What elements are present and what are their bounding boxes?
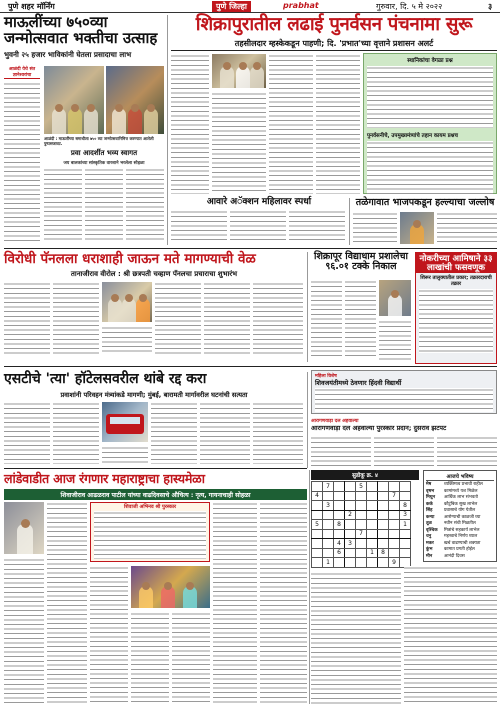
sudoku-cell (312, 501, 323, 511)
sudoku-cell (378, 539, 389, 549)
article-9-body-col3 (102, 446, 148, 464)
sudoku-cell (334, 558, 345, 568)
article-7-body-col2 (345, 280, 376, 360)
promo-list-item (426, 554, 494, 561)
sudoku-cell (345, 558, 356, 568)
sudoku-cell (345, 520, 356, 530)
sudoku-cell (334, 529, 345, 539)
sudoku-cell: 5 (312, 520, 323, 530)
promo-item-text: नवीन संधी मिळतील (444, 521, 476, 526)
sudoku-cell (356, 539, 367, 549)
article-6-body-col6 (253, 282, 303, 354)
article-6-body-col3 (102, 326, 152, 354)
article-4-body-col1 (171, 210, 227, 244)
article-11-headline: आरागणवाड़ा दल अहवाल्या पुरस्कार प्रदान; दुसराव झटपट (311, 424, 447, 432)
article-7-photo (379, 280, 411, 316)
sudoku-cell (367, 539, 378, 549)
article-10-body (315, 388, 493, 412)
article-12-photo-portrait (4, 502, 44, 554)
article-2-headline: शिक्रापुरातील लढाई पुनर्वसन पंचनामा सुरू (195, 14, 473, 35)
article-6-headline: विरोधी पॅनलला धराशाही जाऊन मते मागण्याची वेळ (4, 251, 256, 267)
sudoku-cell (312, 558, 323, 568)
article-1-photo-left (44, 66, 104, 134)
sudoku-row (312, 539, 411, 549)
section-rule (4, 248, 497, 249)
article-1-photo-caption: आळंदी : माऊलींच्या समाधीला ७५० व्या जन्मोत्सवानिमित्त करण्यात आलेली पुष्पसजावट. (44, 136, 154, 146)
article-4-body-col2 (230, 210, 286, 244)
sudoku-cell (323, 520, 334, 530)
promo-item-text: कामांमध्ये यश मिळेल (444, 488, 478, 494)
article-6-subhead: तानाजीराव वीरोल : श्री छत्रपती चव्हाण पॅनलचा प्रचाराचा शुभारंभ (70, 270, 238, 278)
article-2-body-col1 (171, 54, 209, 194)
promo-item-text: कामात प्रगती होईल (444, 547, 475, 552)
article-12-box-body (94, 511, 206, 559)
sudoku-cell (389, 520, 400, 530)
promo-item-label: मेष (426, 482, 432, 487)
article-3-body-col2 (85, 168, 123, 242)
promo-item-label: कुंभ (426, 547, 433, 552)
sudoku-cell: 4 (334, 539, 345, 549)
sudoku-cell (367, 558, 378, 568)
sudoku-cell (345, 501, 356, 511)
article-1-sidebar-label: आळंदी येथे संत ज्ञानेश्वरांचा (4, 66, 40, 79)
article-2-rule (171, 50, 497, 51)
sudoku-cell (367, 501, 378, 511)
sudoku-cell (367, 529, 378, 539)
sudoku-cell (400, 539, 411, 549)
article-2-body-col4 (316, 54, 360, 194)
sudoku-cell (323, 539, 334, 549)
promo-item-label: मकर (426, 540, 434, 546)
promo-item-text: आर्थिक लाभ संभवतो (444, 495, 478, 500)
article-2-body-col2 (212, 92, 266, 194)
sudoku-row (312, 510, 411, 520)
article-6-body-col4 (155, 282, 201, 354)
issue-date: गुरुवार, दि. ५ मे २०२२ (376, 2, 443, 11)
sudoku-cell (334, 510, 345, 520)
sudoku-cell (323, 529, 334, 539)
sudoku-cell (378, 558, 389, 568)
sudoku-cell (356, 548, 367, 558)
promo-item-text: व्यक्तिमत्व प्रभावी राहील (444, 482, 483, 487)
article-6-photo (102, 282, 152, 322)
sudoku-row (312, 548, 411, 558)
article-2-box-body2 (367, 141, 493, 197)
article-9-body-col6 (253, 402, 303, 464)
article-1-subhead: भुवनी २५ हजार भाविकांनी घेतला प्रसादाचा लाभ (4, 50, 132, 59)
promo-item-label: तूळ (426, 521, 432, 526)
article-8-headline: नोकरीच्या आमिषाने ३३ लाखांची फसवणूक (416, 253, 496, 273)
promo-item-text: प्रवासाचे योग येतील (444, 508, 476, 513)
sudoku-cell: 2 (345, 510, 356, 520)
sudoku-cell (356, 558, 367, 568)
promo-item-label: कन्या (426, 514, 435, 520)
sudoku-cell (356, 491, 367, 501)
city-tag: पुणे जिल्हा (212, 1, 251, 12)
sudoku-cell (389, 548, 400, 558)
article-8-subhead: शिरूर तालुक्यातील प्रकार; तक्रारदाराची तक्रार (420, 275, 492, 288)
article-1-body-col1 (4, 82, 40, 242)
article-3-body-col3 (126, 168, 164, 242)
promo-item-label: मीन (426, 553, 433, 559)
sudoku-row (312, 501, 411, 511)
sudoku-row (312, 520, 411, 530)
article-9-body-col2 (53, 402, 99, 464)
article-8-box (415, 252, 497, 364)
sudoku-cell (312, 482, 323, 492)
sudoku-cell (312, 529, 323, 539)
sudoku-cell (389, 482, 400, 492)
bottom-right-body-col1 (311, 572, 401, 704)
promo-item-text: मित्रांचे सहकार्य लाभेल (444, 527, 480, 533)
sudoku-row (312, 558, 411, 568)
sudoku-cell (334, 482, 345, 492)
article-1-headline: माऊलींच्या ७५०व्या जन्मोत्सवात भक्तीचा उत्साह (4, 13, 158, 47)
article-1-photo-right (106, 66, 164, 134)
sudoku-cell (312, 510, 323, 520)
sudoku-row (312, 482, 411, 492)
article-2-box-subtitle: पुनर्वसनीचे, उपमुख्यमंत्र्यांचे तहान कायम प्रश्नच (367, 133, 458, 139)
sudoku-cell (378, 501, 389, 511)
article-9-headline: एसटीचे 'त्या' हॉटेलसवरील थांबे रद्द करा (4, 371, 207, 387)
article-5-headline: तळेगावात भाजपकडून हल्ल्याचा जल्लोष (355, 197, 495, 208)
sudoku-cell (345, 482, 356, 492)
sudoku-cell (345, 529, 356, 539)
sudoku-cell: 5 (356, 482, 367, 492)
sudoku-cell (378, 510, 389, 520)
article-12-body-col6 (213, 502, 257, 704)
article-6-body-col1 (4, 282, 50, 354)
column-divider (307, 372, 308, 468)
sudoku-cell: 8 (334, 520, 345, 530)
sudoku-cell (389, 501, 400, 511)
sudoku-cell (378, 482, 389, 492)
column-divider (349, 198, 350, 245)
sudoku-cell: 8 (378, 548, 389, 558)
page-number: ३ (488, 2, 493, 11)
promo-item-label: धनु (426, 534, 432, 539)
article-4-headline: आवारे अॅक्शन महिलावर स्पर्धा (206, 197, 312, 207)
sudoku-cell (323, 510, 334, 520)
sudoku-cell (312, 548, 323, 558)
section-label: पुणे शहर मॉर्निंग (8, 2, 55, 11)
promo-item-label: सिंह (426, 508, 433, 513)
promo-list-items (426, 482, 494, 560)
article-7-headline: शिक्रापूर विद्याधाम प्रशालेचा ९६.०१ टक्के निकाल (313, 251, 408, 272)
article-6-body-col2 (53, 282, 99, 354)
article-5-body-col2 (437, 212, 497, 244)
article-11-body-col1 (311, 436, 371, 466)
sudoku-grid (311, 481, 411, 568)
promo-item-text: खर्च वाढण्याची शक्यता (444, 540, 481, 546)
sudoku-cell: 7 (389, 491, 400, 501)
sudoku-cell: 1 (323, 558, 334, 568)
article-12-photo-stage (131, 566, 210, 608)
article-4-body-col3 (289, 210, 345, 244)
article-12-body-col7 (260, 502, 307, 704)
article-12-box-title: शिवाजी अभिनव श्री पुरस्कार (123, 504, 177, 510)
article-12-body-col5 (172, 612, 210, 704)
article-12-body-col4 (131, 612, 169, 704)
article-12-body-col2 (47, 502, 87, 704)
sudoku-cell: 9 (389, 558, 400, 568)
sudoku-cell: 3 (345, 539, 356, 549)
column-divider (307, 252, 308, 362)
sudoku-title: सुडोकू क्र. ४ (311, 470, 419, 480)
section-rule (4, 468, 307, 469)
section-rule (4, 366, 497, 367)
promo-list-title: आजचे भविष्य (426, 472, 494, 481)
sudoku-cell (334, 501, 345, 511)
sudoku-cell (356, 510, 367, 520)
article-10-kicker: महिला विशेष (315, 374, 337, 379)
sudoku-cell (323, 548, 334, 558)
sudoku-cell (345, 548, 356, 558)
sudoku-cell (400, 491, 411, 501)
column-divider (309, 470, 310, 704)
page-header (0, 0, 500, 13)
article-12-subhead: शिवाजीराव आढळराव पाटील यांच्या वाढदिवसाचे औचित्य : नृत्य, गायनाचाही सोहळा (4, 489, 307, 500)
article-12-headline: लांडेवाडीत आज रंगणार महाराष्ट्राचा हास्यमेळा (4, 471, 205, 486)
sudoku-block (311, 470, 419, 568)
sudoku-cell (389, 510, 400, 520)
column-divider (167, 15, 168, 245)
sudoku-cell (367, 510, 378, 520)
article-11-body-col3 (437, 436, 497, 466)
article-7-body-col3 (379, 320, 411, 360)
article-6-body-col5 (204, 282, 250, 354)
sudoku-cell (400, 529, 411, 539)
promo-item-label: वृश्चिक (426, 527, 438, 533)
article-8-body (419, 289, 493, 353)
sudoku-cell: 4 (312, 491, 323, 501)
sudoku-cell (367, 491, 378, 501)
brand-logo: prabhat (283, 1, 319, 10)
sudoku-row (312, 529, 411, 539)
sudoku-cell (367, 482, 378, 492)
article-9-subhead: प्रवाशांनी परिवहन मंत्र्यांकडे मागणी; मुंबई, बारामती मार्गावरील घटनांची सत्यता (60, 391, 248, 399)
promo-item-label: वृषभ (426, 488, 435, 494)
article-9-body-col5 (200, 402, 250, 464)
sudoku-cell (345, 491, 356, 501)
sudoku-cell: 7 (356, 529, 367, 539)
article-2-subhead: तहसीलदार म्हस्केकडून पाहणी; दि. 'प्रभात'च्या वृत्ताने प्रशासन अलर्ट (234, 39, 434, 48)
promo-item-text: आरोग्याची काळजी घ्या (444, 514, 481, 520)
article-11-kicker: आरागणवाड़ा दल अहवाल्या (311, 419, 359, 424)
promo-item-text: कौटुंबिक सुख लाभेल (444, 501, 478, 507)
promo-item-label: मिथुन (426, 495, 436, 500)
sudoku-cell (389, 529, 400, 539)
sudoku-cell (400, 548, 411, 558)
sudoku-cell (334, 491, 345, 501)
article-2-box-body1 (367, 66, 493, 128)
sudoku-cell (389, 539, 400, 549)
article-12-award-box (90, 502, 210, 562)
article-2-photo (212, 54, 266, 88)
sudoku-cell (378, 491, 389, 501)
article-10-headline: शिवजयंतीमध्ये ठेवणार हिंदवी विद्यार्थी (315, 379, 402, 387)
sudoku-cell (378, 520, 389, 530)
sudoku-row (312, 491, 411, 501)
article-11-body-col2 (374, 436, 434, 466)
article-3-kicker: जय बालकांच्या सांस्कृतिक वारशाने भरलेला सोहळा (63, 161, 145, 166)
article-7-body-col1 (311, 280, 342, 360)
promo-item-label: कर्क (426, 501, 433, 507)
article-2-sidebar-box (363, 53, 497, 194)
sudoku-cell (356, 520, 367, 530)
bottom-right-body-col2 (404, 566, 497, 704)
article-5-photo (400, 212, 434, 244)
promo-item-text: आनंदी दिवस (444, 553, 465, 559)
article-5-body-col1 (353, 212, 397, 244)
promo-list-box (423, 470, 497, 562)
article-12-body-col1 (4, 558, 44, 704)
article-3-body-col1 (44, 168, 82, 242)
sudoku-cell: 3 (400, 510, 411, 520)
sudoku-cell: 3 (323, 501, 334, 511)
sudoku-cell: 7 (323, 482, 334, 492)
article-9-body-col4 (151, 402, 197, 464)
sudoku-cell (400, 482, 411, 492)
sudoku-cell (356, 501, 367, 511)
sudoku-cell (367, 520, 378, 530)
sudoku-cell: 8 (400, 501, 411, 511)
article-3-headline: प्रवा आदर्शीत भव्य स्वागत (70, 149, 138, 157)
article-9-body-col1 (4, 402, 50, 464)
article-9-photo-bus (102, 402, 148, 442)
sudoku-cell: 6 (334, 548, 345, 558)
sudoku-cell: 1 (367, 548, 378, 558)
sudoku-cell: 1 (400, 520, 411, 530)
sudoku-cell (323, 491, 334, 501)
article-12-body-col3 (90, 566, 128, 704)
sudoku-cell (312, 539, 323, 549)
article-2-body-col3 (269, 54, 313, 194)
article-2-box-title: स्थानिकांचा वेगळा प्रश्न (407, 58, 453, 64)
article-10-box (311, 370, 497, 414)
promo-item-text: महत्त्वाचे निर्णय घ्याल (444, 534, 478, 539)
sudoku-cell (378, 529, 389, 539)
